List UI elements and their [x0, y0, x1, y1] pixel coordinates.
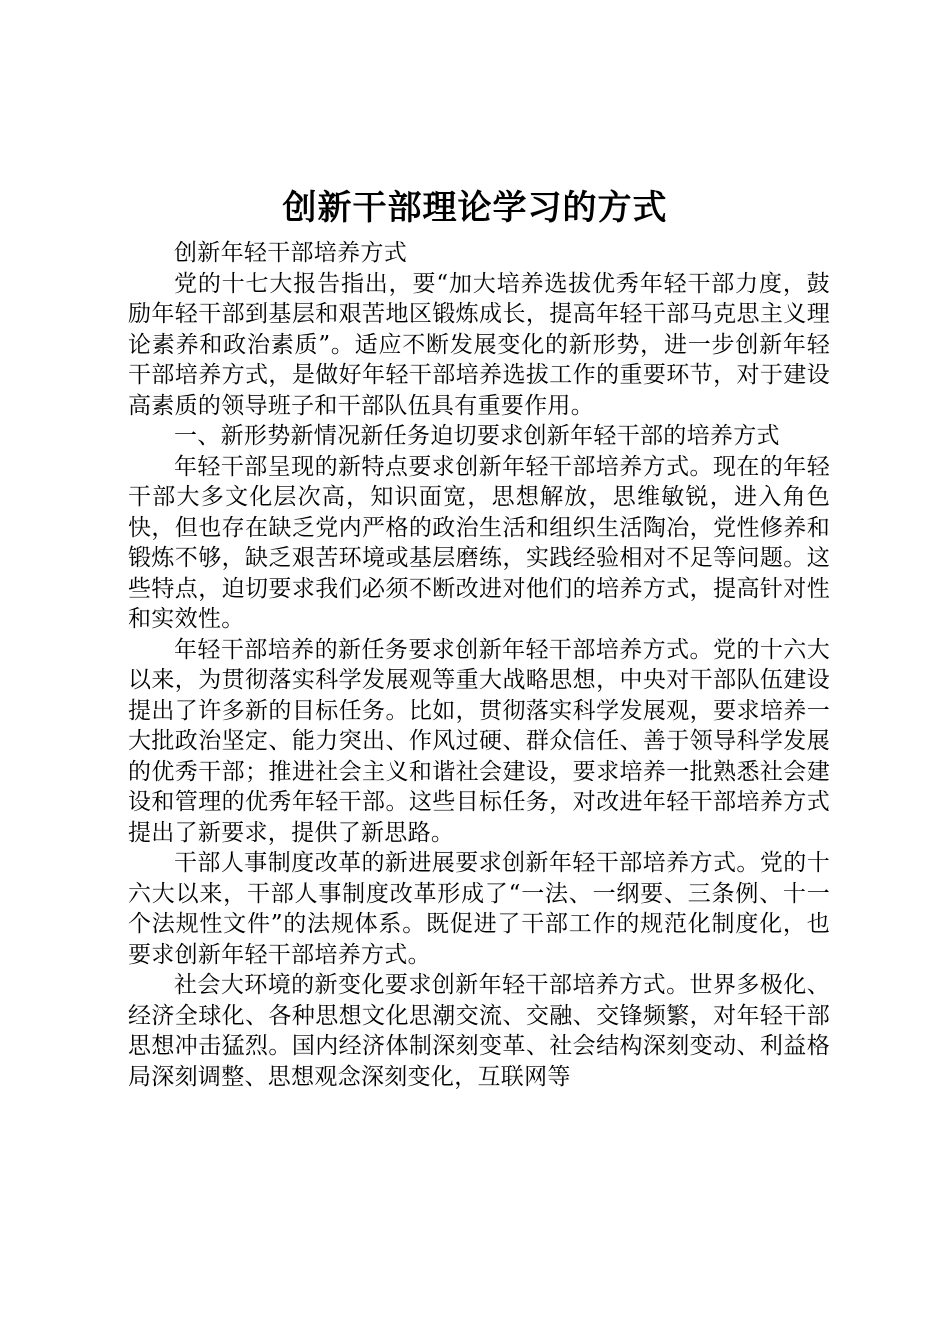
paragraph: 社会大环境的新变化要求创新年轻干部培养方式。世界多极化、经济全球化、各种思想文化思潮交流、交融、交锋频繁，对年轻干部思想冲击猛烈。国内经济体制深刻变革、社会结构深刻变动、利益格局深刻调整、思想观念深刻变化，互联网等 [128, 972, 830, 1090]
paragraph: 年轻干部培养的新任务要求创新年轻干部培养方式。党的十六大以来，为贯彻落实科学发展观等重大战略思想，中央对干部队伍建设提出了许多新的目标任务。比如，贯彻落实科学发展观，要求培养一大批政治坚定、能力突出、作风过硬、群众信任、善于领导科学发展的优秀干部；推进社会主义和谐社会建设，要求培养一批熟悉社会建设和管理的优秀年轻干部。这些目标任务，对改进年轻干部培养方式提出了新要求，提供了新思路。 [128, 636, 830, 846]
paragraph-subtitle: 创新年轻干部培养方式 [174, 240, 407, 266]
document-body [128, 238, 830, 1092]
paragraph: 干部人事制度改革的新进展要求创新年轻干部培养方式。党的十六大以来，干部人事制度改革形成了“一法、一纲要、三条例、十一个法规性文件”的法规体系。既促进了干部工作的规范化制度化，也要求创新年轻干部培养方式。 [128, 850, 830, 968]
section-heading: 一、新形势新情况新任务迫切要求创新年轻干部的培养方式 [174, 423, 780, 449]
document-title: 创新干部理论学习的方式 [282, 188, 668, 228]
paragraph: 年轻干部呈现的新特点要求创新年轻干部培养方式。现在的年轻干部大多文化层次高，知识面宽，思想解放，思维敏锐，进入角色快，但也存在缺乏党内严格的政治生活和组织生活陶冶，党性修养和锻炼不够，缺乏艰苦环境或基层磨练，实践经验相对不足等问题。这些特点，迫切要求我们必须不断改进对他们的培养方式，提高针对性和实效性。 [128, 453, 830, 632]
paragraph: 党的十七大报告指出，要“加大培养选拔优秀年轻干部力度，鼓励年轻干部到基层和艰苦地区锻炼成长，提高年轻干部马克思主义理论素养和政治素质”。适应不断发展变化的新形势，进一步创新年轻干部培养方式，是做好年轻干部培养选拔工作的重要环节，对于建设高素质的领导班子和干部队伍具有重要作用。 [128, 270, 830, 419]
